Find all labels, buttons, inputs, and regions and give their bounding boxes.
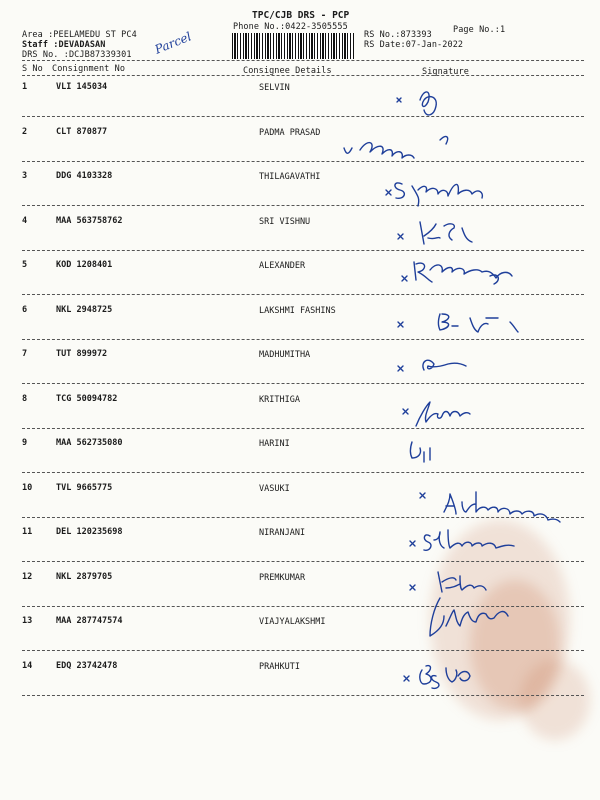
row-sno: 6	[22, 304, 28, 315]
divider	[22, 60, 584, 61]
row-divider	[22, 205, 584, 206]
signature-2	[344, 137, 448, 158]
row-consignment-no: NKL 2948725	[56, 304, 113, 315]
signature-3	[386, 183, 482, 206]
barcode	[232, 33, 354, 59]
row-sno: 12	[22, 571, 33, 582]
row-consignee: ALEXANDER	[259, 261, 306, 271]
column-header-sno: S No	[22, 64, 43, 74]
column-header-signature: Signature	[422, 67, 469, 77]
row-consignment-no: CLT 870877	[56, 126, 108, 137]
row-sno: 4	[22, 215, 28, 226]
signature-6	[398, 314, 518, 332]
phone-number: Phone No.:0422-3505555	[233, 22, 348, 32]
row-divider	[22, 116, 584, 117]
row-divider	[22, 339, 584, 340]
rs-number: RS No.:873393	[364, 30, 432, 40]
signature-10	[420, 492, 560, 522]
signature-9	[411, 442, 431, 462]
row-divider	[22, 517, 584, 518]
row-consignee: MADHUMITHA	[259, 350, 311, 360]
row-consignment-no: DEL 120235698	[56, 527, 123, 537]
row-consignee: LAKSHMI FASHINS	[259, 305, 336, 316]
row-consignee: PREMKUMAR	[259, 572, 306, 583]
row-consignee: THILAGAVATHI	[259, 172, 321, 182]
row-consignee: SELVIN	[259, 83, 290, 93]
row-consignment-no: TCG 50094782	[56, 393, 118, 404]
row-consignee: PRAHKUTI	[259, 661, 300, 672]
signature-5	[402, 262, 512, 284]
row-consignment-no: VLI 145034	[56, 82, 108, 92]
row-consignee: HARINI	[259, 439, 290, 449]
row-consignment-no: MAA 563758762	[56, 215, 123, 226]
row-sno: 13	[22, 616, 33, 626]
row-sno: 9	[22, 438, 28, 448]
row-divider	[22, 294, 584, 295]
row-consignment-no: MAA 287747574	[56, 616, 123, 626]
row-consignment-no: TVL 9665775	[56, 482, 113, 493]
row-consignment-no: TUT 899972	[56, 349, 108, 359]
row-sno: 14	[22, 660, 33, 671]
row-divider	[22, 561, 584, 562]
row-consignment-no: DDG 4103328	[56, 171, 113, 181]
row-divider	[22, 428, 584, 429]
document-title: TPC/CJB DRS - PCP	[252, 10, 350, 21]
row-divider	[22, 161, 584, 162]
signature-1	[397, 92, 436, 115]
column-header-consignment: Consignment No	[52, 64, 126, 74]
row-sno: 11	[22, 527, 33, 537]
row-consignee: KRITHIGA	[259, 394, 300, 405]
divider	[22, 75, 584, 76]
row-sno: 2	[22, 126, 28, 137]
row-divider	[22, 383, 584, 384]
row-consignee: SRI VISHNU	[259, 216, 311, 227]
row-sno: 10	[22, 482, 33, 493]
row-consignment-no: MAA 562735080	[56, 438, 123, 448]
page-number: Page No.:1	[453, 25, 506, 35]
rs-date: RS Date:07-Jan-2022	[364, 40, 464, 50]
area-label: Area :PEELAMEDU ST PC4	[22, 30, 137, 40]
signature-4	[398, 222, 472, 244]
row-consignee: NIRANJANI	[259, 528, 306, 538]
row-divider	[22, 606, 584, 607]
row-consignment-no: KOD 1208401	[56, 260, 113, 270]
row-consignment-no: NKL 2879705	[56, 571, 113, 582]
row-sno: 5	[22, 260, 28, 270]
row-sno: 8	[22, 393, 28, 404]
staff-label: Staff :DEVADASAN	[22, 40, 106, 50]
row-divider	[22, 472, 584, 473]
row-divider	[22, 650, 584, 651]
handwritten-note: Parcel	[152, 29, 194, 57]
row-divider	[22, 695, 584, 696]
drs-number: DRS No. :DCJB87339301	[22, 50, 132, 60]
row-consignee: VASUKI	[259, 483, 290, 494]
row-consignment-no: EDQ 23742478	[56, 660, 118, 671]
row-sno: 1	[22, 82, 28, 92]
column-header-consignee: Consignee Details	[243, 66, 332, 76]
signature-8	[403, 402, 470, 426]
row-divider	[22, 250, 584, 251]
row-consignee: PADMA PRASAD	[259, 127, 321, 138]
row-sno: 3	[22, 171, 28, 181]
row-consignee: VIAJYALAKSHMI	[259, 617, 326, 627]
stain	[520, 660, 590, 740]
signature-7	[398, 360, 466, 371]
row-sno: 7	[22, 349, 28, 359]
